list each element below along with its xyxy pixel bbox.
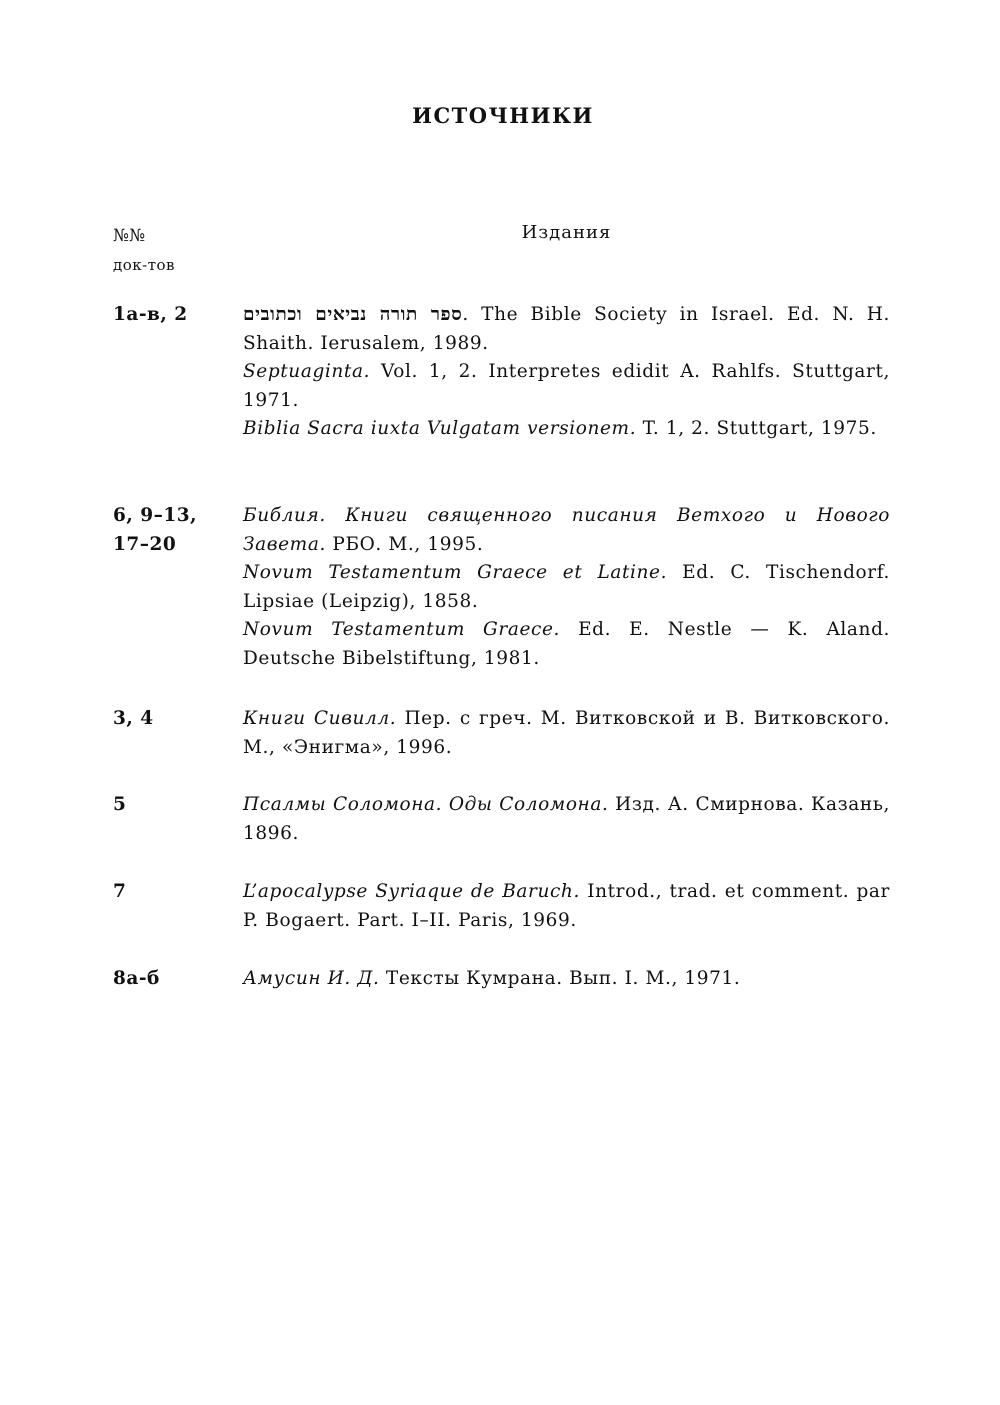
- edition-reference: [243, 301, 890, 358]
- page-title: ИСТОЧНИКИ: [412, 103, 594, 128]
- edition-reference: [243, 705, 890, 762]
- entry-document-numbers: [113, 705, 238, 734]
- edition-details: Ed. E. Nestle — K. Aland. Deutsche Bibelstiftung, 1981.: [243, 619, 890, 669]
- entry-document-numbers: [113, 965, 238, 994]
- entry-number-line: 8а-б: [113, 968, 160, 989]
- entry-document-numbers: [113, 878, 238, 907]
- hebrew-title: ספר תורה נביאים וכתובים: [243, 304, 463, 325]
- entry-document-numbers: [113, 791, 238, 820]
- edition-details: Vol. 1, 2. Interpretes edidit A. Rahlfs. Stuttgart, 1971.: [243, 361, 890, 411]
- edition-details: РБО. М., 1995.: [325, 533, 484, 555]
- document-number-sublabel: док-тов: [113, 256, 175, 274]
- entry-number-line: 7: [113, 881, 127, 902]
- entry-number-line: 5: [113, 794, 127, 815]
- entry-number-line: 17–20: [113, 533, 177, 555]
- edition-details: Introd., trad. et comment. par P. Bogaert. Part. I–II. Paris, 1969.: [243, 881, 890, 931]
- edition-details: The Bible Society in Israel. Ed. N. H. Shaith. Ierusalem, 1989.: [243, 304, 891, 354]
- edition-details: Пер. с греч. М. Витковской и В. Витковского. М., «Энигма», 1996.: [243, 708, 890, 758]
- edition-reference: [243, 616, 890, 673]
- entry-number-line: 1а-в, 2: [113, 304, 188, 325]
- document-number-column-header: [113, 222, 175, 280]
- entry-editions: [243, 878, 890, 935]
- edition-title: Novum Testamentum Graece et Latine.: [243, 562, 668, 584]
- editions-column-header: Издания: [521, 222, 612, 243]
- edition-title: Novum Testamentum Graece.: [243, 619, 561, 641]
- edition-title: .: [462, 304, 469, 325]
- edition-title: Псалмы Соломона. Оды Соломона.: [243, 794, 609, 815]
- entry-number-line: 6, 9–13,: [113, 505, 198, 526]
- entry-document-numbers: [113, 502, 238, 559]
- edition-title: Biblia Sacra iuxta Vulgatam versionem.: [243, 418, 637, 440]
- edition-reference: [243, 502, 890, 559]
- edition-title: Septuaginta.: [243, 361, 371, 383]
- edition-details: T. 1, 2. Stuttgart, 1975.: [636, 418, 877, 440]
- edition-reference: [243, 965, 890, 994]
- entry-editions: [243, 301, 890, 444]
- edition-reference: [243, 559, 890, 616]
- document-number-label: №№: [113, 226, 146, 246]
- edition-title: Книги Сивилл.: [243, 708, 397, 729]
- edition-title: Амусин И. Д.: [243, 968, 380, 989]
- edition-reference: [243, 791, 890, 848]
- edition-details: Тексты Кумрана. Вып. I. М., 1971.: [379, 968, 741, 989]
- edition-details: Ed. C. Tischendorf. Lipsiae (Leipzig), 1858.: [243, 562, 890, 612]
- entry-document-numbers: [113, 301, 238, 330]
- edition-reference: [243, 878, 890, 935]
- entry-editions: [243, 502, 890, 674]
- edition-title: Библия. Книги священного писания Ветхого и Нового Завета.: [243, 505, 890, 555]
- entry-editions: [243, 705, 890, 762]
- entry-editions: [243, 965, 890, 994]
- entry-editions: [243, 791, 890, 848]
- edition-reference: [243, 415, 890, 444]
- edition-reference: [243, 358, 890, 415]
- edition-details: Изд. А. Смирнова. Казань, 1896.: [243, 794, 890, 844]
- edition-title: L’apocalypse Syriaque de Baruch.: [243, 881, 580, 902]
- entry-number-line: 3, 4: [113, 708, 154, 729]
